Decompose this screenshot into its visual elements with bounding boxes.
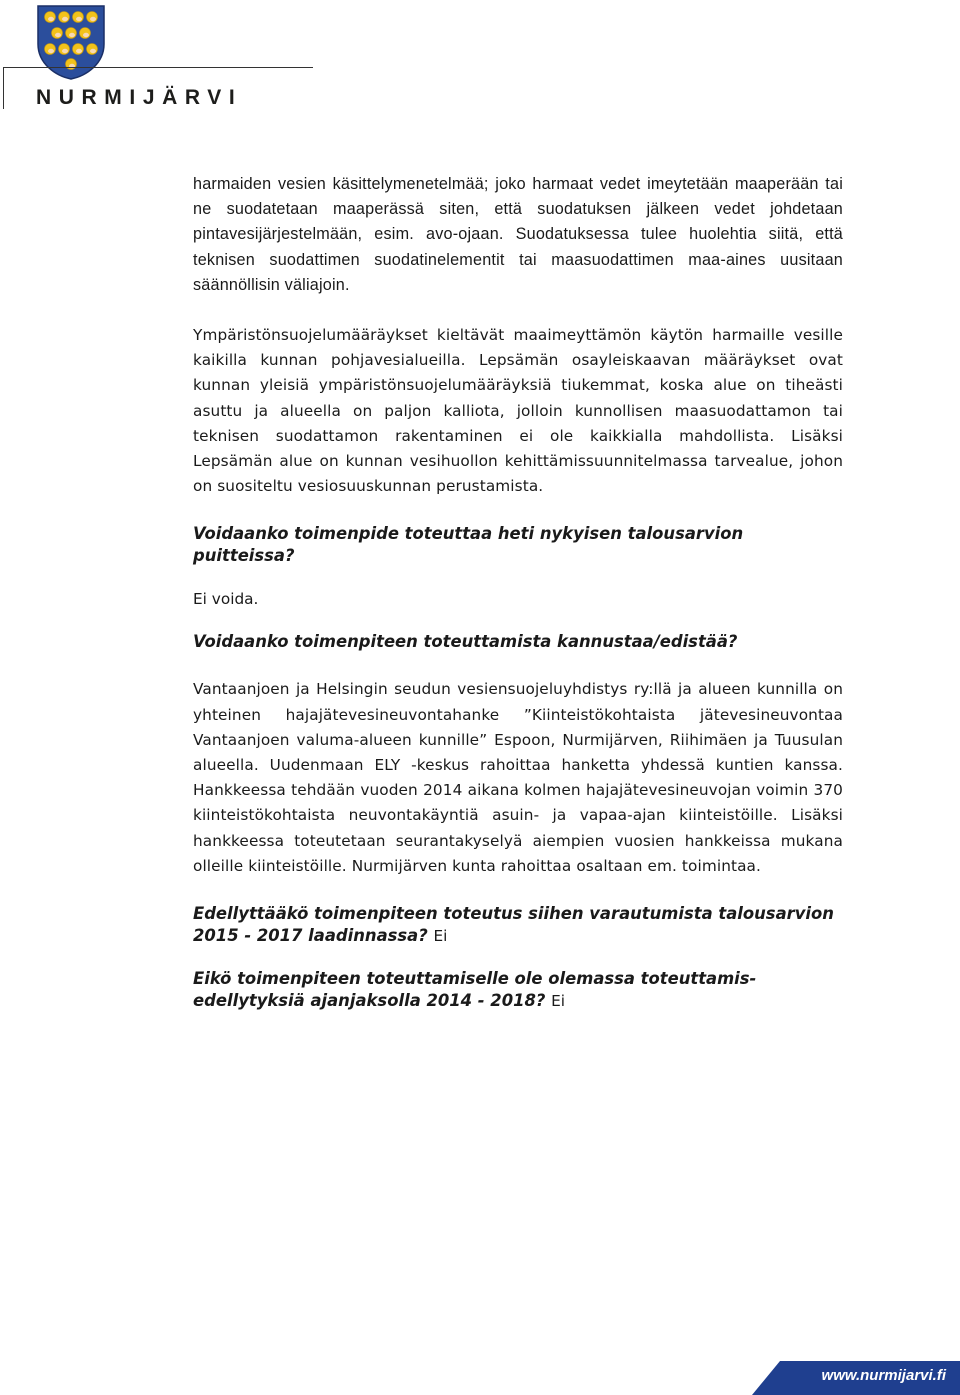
municipality-name: NURMIJÄRVI — [36, 86, 243, 109]
footer-banner — [752, 1361, 960, 1395]
question-budget-2015 — [193, 903, 843, 947]
question-budget-2015-text: Edellyttääkö toimenpiteen toteutus siihen varautumista talousarvion 2015 - 2017 laadinnassa? — [193, 904, 834, 946]
paragraph-grey-water: harmaiden vesien käsittelymenetelmää; joko harmaat vedet imeytetään maaperään tai ne suodatetaan maaperässä siten, että suodatuksen jälkeen vedet johdetaan pintavesijärjestelmään, esim. avo-ojaan. Suodatuksessa tulee huolehtia siitä, että teknisen suodattimen suodatinelementit tai maasuodattimen maa-aines uusitaan säännöllisin väliajoin. — [193, 175, 843, 294]
header-rule-horizontal — [3, 67, 313, 68]
answer-budget-2015: Ei — [433, 927, 448, 946]
website-url[interactable]: www.nurmijarvi.fi — [821, 1367, 946, 1384]
header-rule-vertical — [3, 67, 4, 109]
page-header — [0, 0, 320, 112]
question-prerequisites-line2: edellytyksiä ajanjaksolla 2014 - 2018? — [193, 991, 546, 1011]
question-promote: Voidaanko toimenpiteen toteuttamista kannustaa/edistää? — [193, 632, 738, 652]
paragraph-regulations: Ympäristönsuojelumääräykset kieltävät maaimeyttämön käytön harmaille vesille kaikilla kunnan pohjavesialueilla. Lepsämän osayleiskaavan määräykset ovat kunnan yleisiä ympäristönsuojelumääräyksiä tiukemmat, koska alue on tiheästi asuttu ja alueella on paljon kalliota, jolloin kunnollisen maasuodattamon tai teknisen suodattamon rakentaminen ei ole kaikkialla mahdollista. Lisäksi Lepsämän alue on kunnan vesihuollon kehittämissuunnitelmassa tarvealue, johon on suositeltu vesiosuuskunnan perustamista. — [193, 326, 843, 496]
answer-prerequisites: Ei — [551, 992, 566, 1011]
nurmijarvi-crest-icon — [36, 4, 106, 80]
document-body — [193, 172, 843, 1012]
answer-budget: Ei voida. — [193, 590, 259, 609]
question-budget: Voidaanko toimenpide toteuttaa heti nykyisen talousarvion puitteissa? — [193, 524, 744, 566]
question-prerequisites — [193, 968, 843, 1012]
question-prerequisites-line1: Eikö toimenpiteen toteuttamiselle ole olemassa toteuttamis- — [193, 969, 757, 989]
paragraph-project: Vantaanjoen ja Helsingin seudun vesiensuojeluyhdistys ry:llä ja alueen kunnilla on yhteinen hajajätevesineuvontahanke ”Kiinteistökohtaista jätevesineuvontaa Vantaanjoen valuma-alueen kunnille” Espoon, Nurmijärven, Riihimäen ja Tuusulan alueella. Uudenmaan ELY -keskus rahoittaa hanketta yhdessä kuntien kanssa. Hankkeessa tehdään vuoden 2014 aikana kolmen hajajätevesineuvojan voimin 370 kiinteistökohtaista neuvontakäyntiä asuin- ja vapaa-ajan kiinteistöille. Lisäksi hankkeessa toteutetaan seurantakyselyä aiempien vuosien hankkeissa mukana olleille kiinteistöille. Nurmijärven kunta rahoittaa osaltaan em. toimintaa. — [193, 680, 843, 875]
